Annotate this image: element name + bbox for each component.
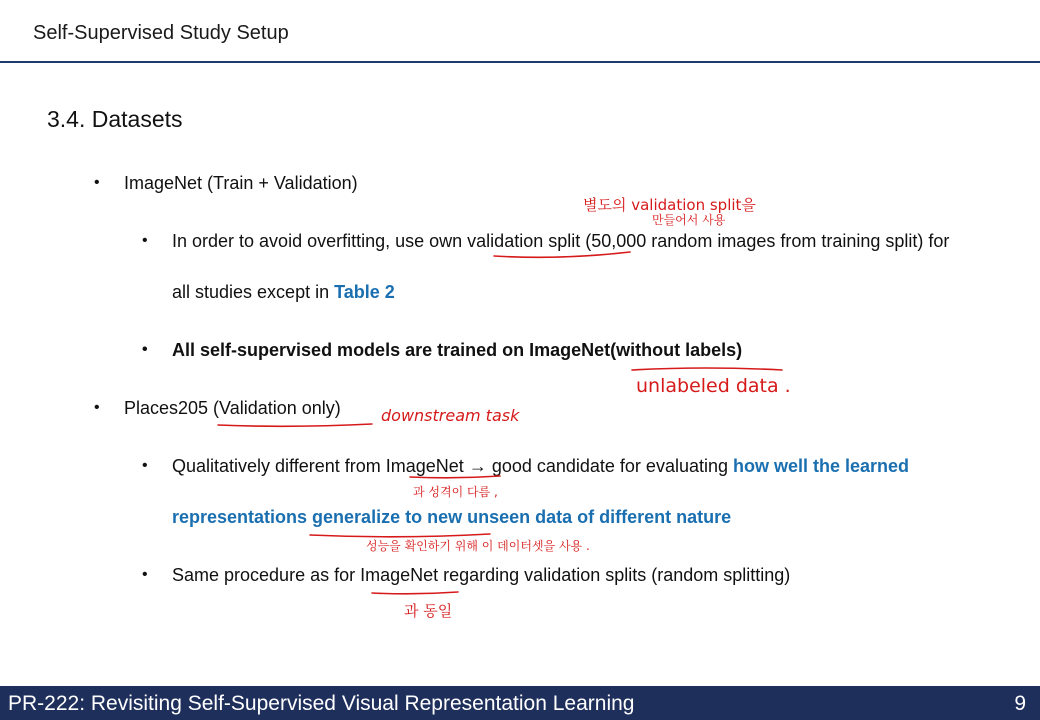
bullet-imagenet (94, 172, 358, 194)
page-number: 9 (1014, 692, 1026, 715)
underline-imagenet-without-labels (632, 368, 782, 370)
underline-places205 (218, 424, 372, 426)
bullet-text-pre: Qualitatively different from ImageNet (172, 456, 469, 476)
bullet-qualitatively-different-line2 (172, 506, 731, 528)
bullet-same-procedure (142, 564, 791, 586)
bullet-qualitatively-different (142, 455, 1032, 477)
bullet-dot-icon: • (142, 457, 148, 474)
underline-validation-split (494, 252, 630, 257)
table-2-reference: Table 2 (334, 282, 395, 302)
bullet-dot-icon: • (94, 174, 100, 191)
header-divider (0, 61, 1040, 63)
bullet-trained-without-labels (142, 339, 743, 361)
annotation-own-validation-split: 별도의 validation split을 (583, 196, 756, 214)
slide-header (0, 0, 1040, 62)
annotation-use-dataset: 성능을 확인하기 위해 이 데이터셋을 사용 . (366, 539, 590, 553)
slide-title: Self-Supervised Study Setup (33, 22, 289, 44)
bullet-avoid-overfitting-line2 (172, 281, 395, 303)
bullet-dot-icon: • (142, 566, 148, 583)
footer-title: PR-222: Revisiting Self-Supervised Visual Representation Learning (8, 692, 635, 715)
arrow-icon: → (468, 456, 487, 476)
slide-footer (0, 686, 1040, 720)
bullet-text-post: (50,000 random images from training split) for (580, 231, 950, 251)
bullet-dot-icon: • (94, 399, 100, 416)
bullet-text-mid: good candidate for evaluating (486, 456, 733, 476)
annotation-make-and-use: 만들어서 사용 (652, 213, 726, 227)
bullet-avoid-overfitting (142, 230, 1032, 252)
bullet-dot-icon: • (142, 232, 148, 249)
bullet-text-pre: In order to avoid overfitting, use own (172, 231, 468, 251)
bullet-imagenet-text: ImageNet (Train + Validation) (124, 173, 358, 193)
annotation-downstream-task: downstream task (381, 406, 520, 425)
bullet-text-line2: all studies except in (172, 282, 335, 302)
underline-representations (310, 534, 490, 537)
bullet-text: Same procedure as for ImageNet regarding validation splits (random splitting) (172, 565, 791, 585)
bullet-places205 (94, 397, 341, 419)
bullet-text: All self-supervised models are trained on ImageNet(without labels) (172, 340, 743, 360)
highlight-text-2: representations generalize to new unseen data of different nature (172, 507, 732, 527)
annotation-unlabeled-data: unlabeled data . (636, 375, 791, 397)
annotation-same: 과 동일 (404, 602, 453, 620)
highlight-text-1: how well the learned (733, 456, 910, 476)
section-heading: 3.4. Datasets (47, 106, 183, 132)
annotation-different-nature: 과 성격이 다름 , (413, 485, 498, 499)
underline-imagenet-2 (372, 592, 458, 594)
bullet-text-validation-split: validation split (467, 231, 581, 251)
bullet-dot-icon: • (142, 341, 148, 358)
bullet-places205-text: Places205 (Validation only) (124, 398, 341, 418)
